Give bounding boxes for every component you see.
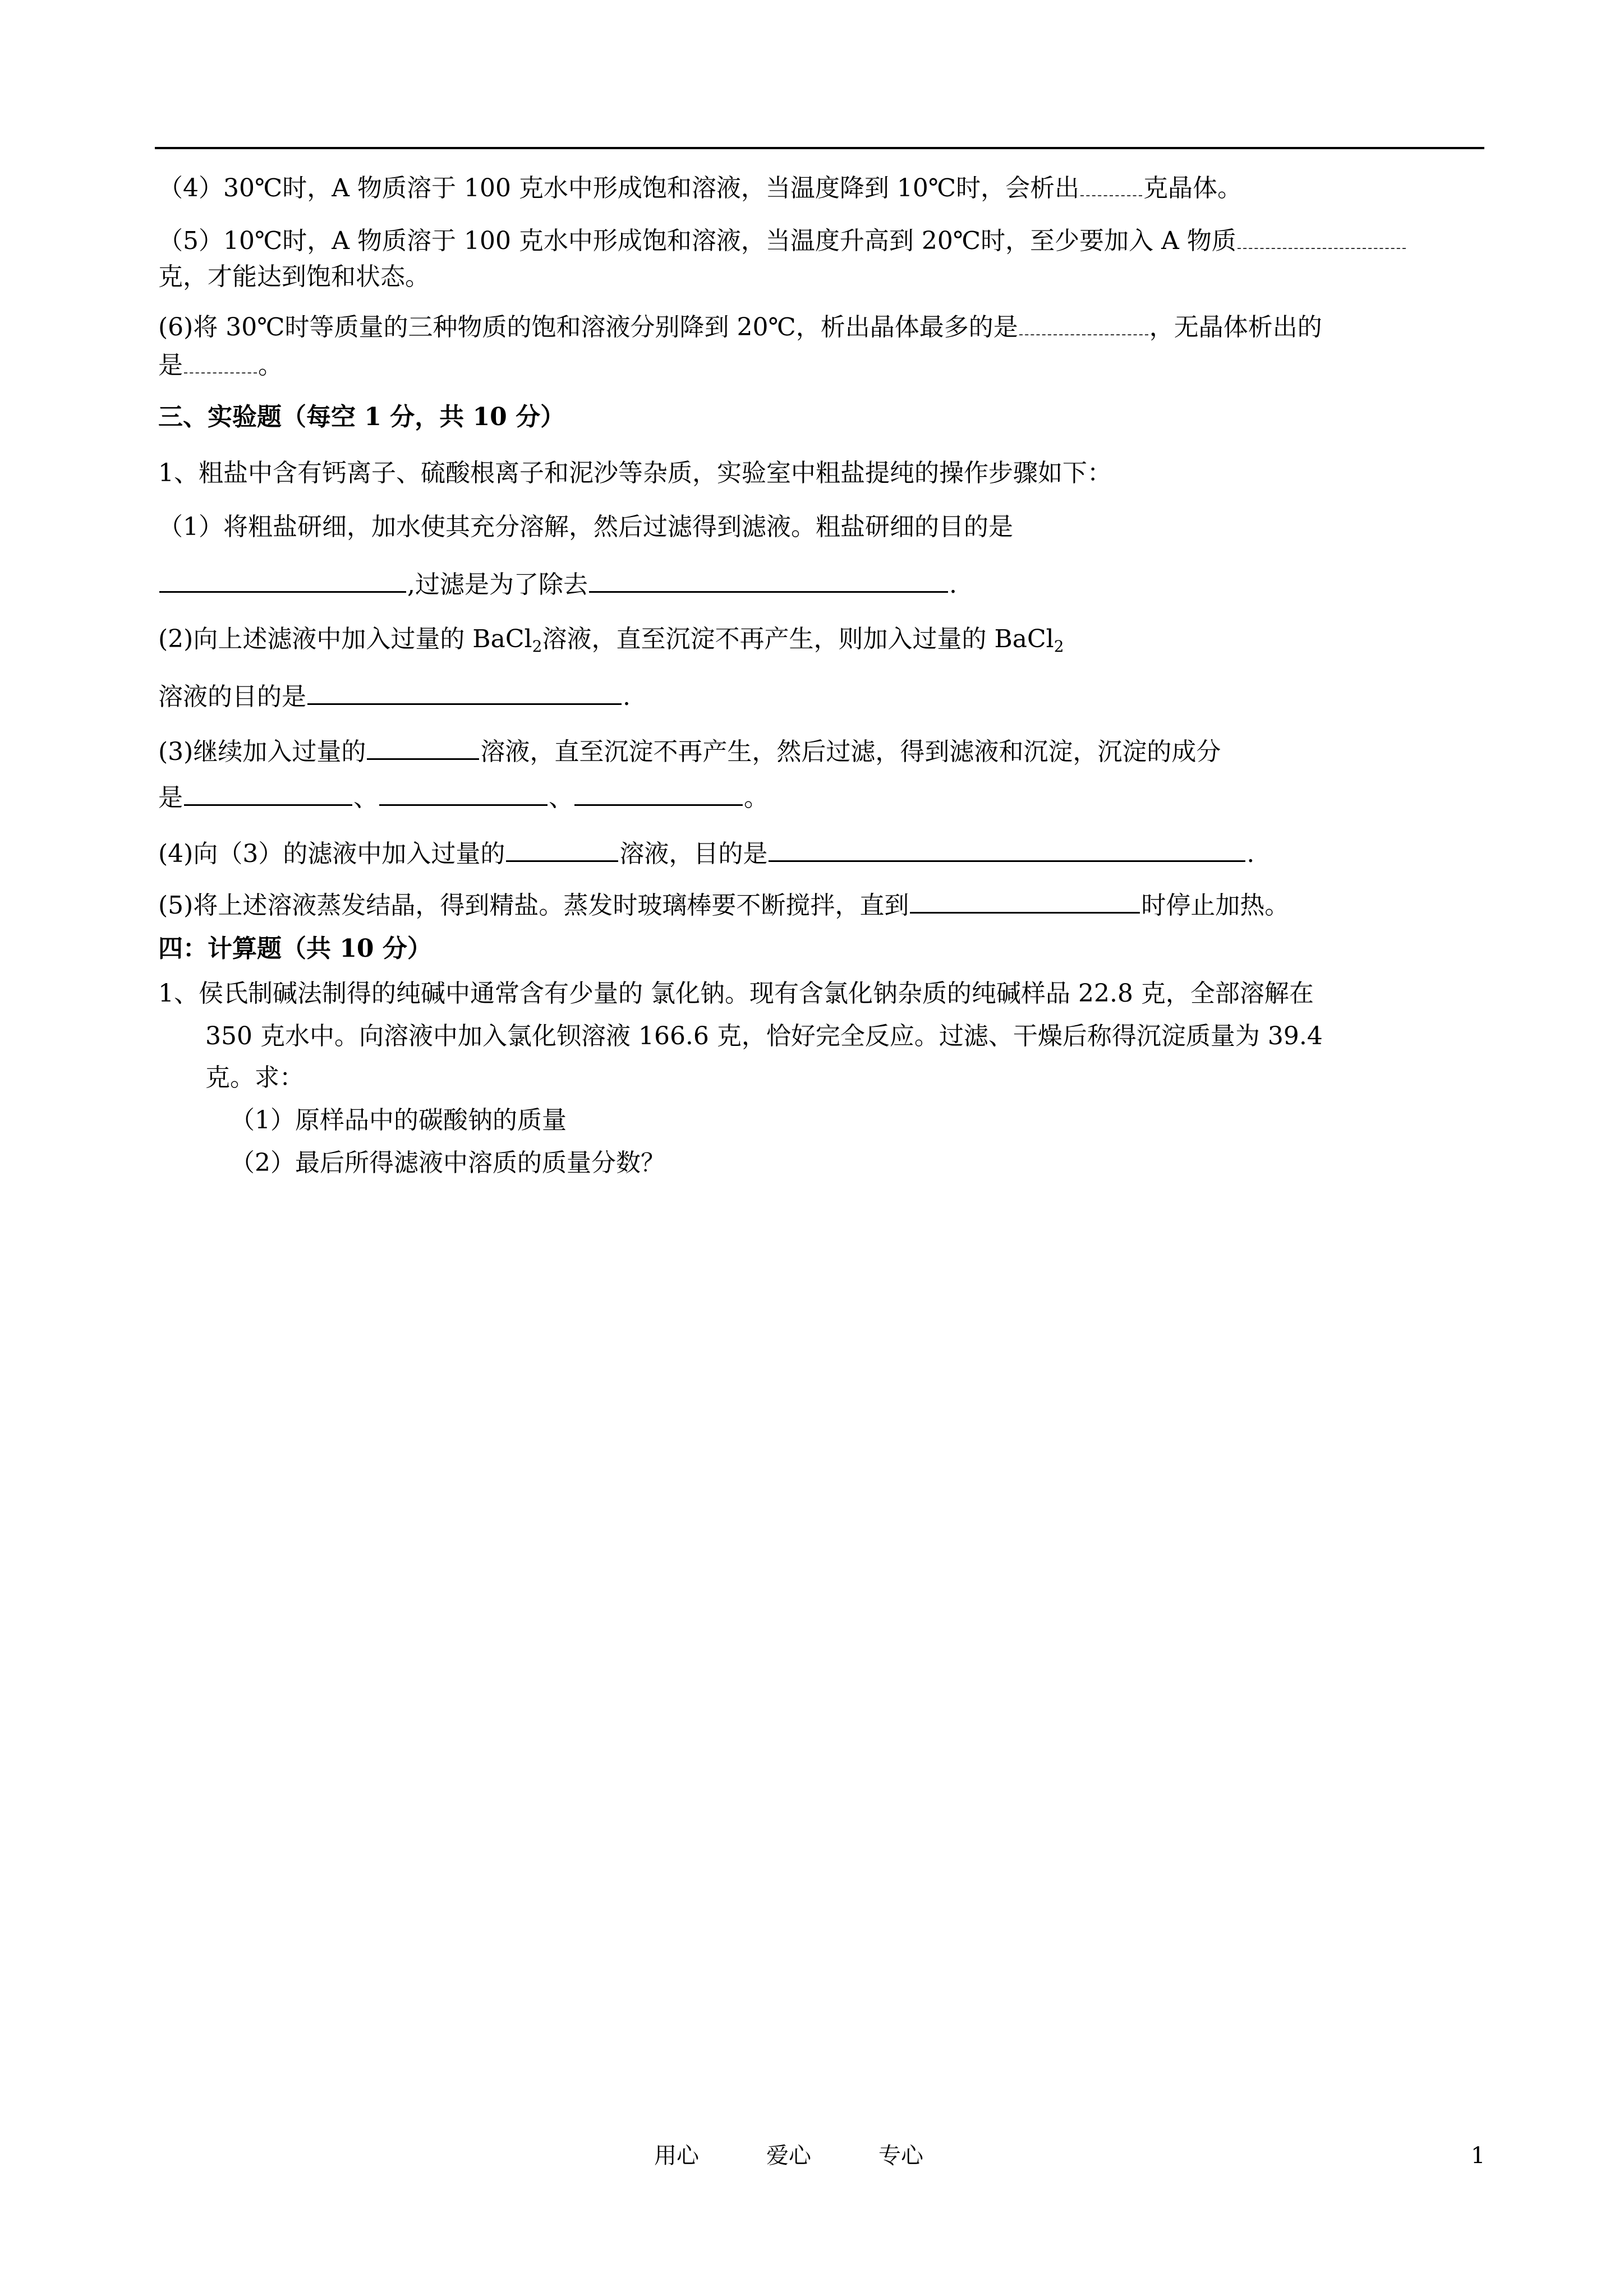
answer-blank[interactable] bbox=[1237, 223, 1406, 249]
experiment-1-step-2: (2)向上述滤液中加入过量的 BaCl$_2$溶液，直至沉淀不再产生，则加入过量的 BaCl$_2$ bbox=[158, 625, 1064, 656]
section-4-title: 四：计算题（共 10 分） bbox=[158, 934, 432, 963]
calc-1-line-1: 1、侯氏制碱法制得的纯碱中通常含有少量的 氯化钠。现有含氯化钠杂质的纯碱样品 22.8 克，全部溶解在 bbox=[158, 979, 1314, 1008]
footer-motto-1: 用心 bbox=[654, 2143, 699, 2169]
question-6-cont: 是 。 bbox=[158, 348, 283, 384]
question-6: (6)将 30℃时等质量的三种物质的饱和溶液分别降到 20℃，析出晶体最多的是 ，无晶体析出的 bbox=[158, 310, 1322, 345]
answer-blank[interactable] bbox=[307, 679, 622, 705]
page-number: 1 bbox=[1471, 2143, 1485, 2169]
calc-1-line-2: 350 克水中。向溶液中加入氯化钡溶液 166.6 克，恰好完全反应。过滤、干燥后称得沉淀质量为 39.4 bbox=[205, 1022, 1323, 1050]
experiment-1-step-4: (4)向（3）的滤液中加入过量的 溶液，目的是 . bbox=[158, 836, 1254, 872]
question-5: （5）10℃时，A 物质溶于 100 克水中形成饱和溶液，当温度升高到 20℃时，至少要加入 A 物质 bbox=[158, 223, 1407, 259]
calc-1-question-1: （1）原样品中的碳酸钠的质量 bbox=[230, 1106, 567, 1135]
footer-motto-2: 爱心 bbox=[766, 2143, 811, 2169]
header-rule bbox=[155, 147, 1484, 149]
answer-blank[interactable] bbox=[379, 780, 548, 806]
answer-blank[interactable] bbox=[506, 836, 618, 862]
experiment-1-step-1: （1）将粗盐研细，加水使其充分溶解，然后过滤得到滤液。粗盐研细的目的是 bbox=[158, 513, 1013, 541]
experiment-1-step-3: (3)继续加入过量的 溶液，直至沉淀不再产生，然后过滤，得到滤液和沉淀，沉淀的成分 bbox=[158, 734, 1221, 770]
answer-blank[interactable] bbox=[184, 348, 257, 374]
answer-blank[interactable] bbox=[769, 836, 1245, 862]
answer-blank[interactable] bbox=[1019, 310, 1148, 335]
footer-motto-3: 专心 bbox=[878, 2143, 923, 2169]
calc-1-question-2: （2）最后所得滤液中溶质的质量分数？ bbox=[230, 1149, 665, 1177]
answer-blank[interactable] bbox=[574, 780, 743, 806]
experiment-1-step-2-cont: 溶液的目的是 . bbox=[158, 679, 631, 715]
question-5-cont: 克，才能达到饱和状态。 bbox=[158, 262, 430, 291]
section-3-title: 三、实验题（每空 1 分，共 10 分） bbox=[158, 403, 565, 431]
answer-blank[interactable] bbox=[589, 566, 948, 593]
answer-blank[interactable] bbox=[367, 734, 479, 760]
experiment-1-intro: 1、粗盐中含有钙离子、硫酸根离子和泥沙等杂质，实验室中粗盐提纯的操作步骤如下： bbox=[158, 459, 1112, 487]
answer-blank[interactable] bbox=[1080, 170, 1142, 196]
answer-blank[interactable] bbox=[159, 566, 406, 593]
experiment-1-step-1-cont: ,过滤是为了除去 . bbox=[158, 566, 957, 603]
calc-1-line-3: 克。求： bbox=[205, 1063, 304, 1092]
question-4: （4）30℃时，A 物质溶于 100 克水中形成饱和溶液，当温度降到 10℃时，会析出 克晶体。 bbox=[158, 170, 1242, 206]
experiment-1-step-5: (5)将上述溶液蒸发结晶，得到精盐。蒸发时玻璃棒要不断搅拌，直到 时停止加热。 bbox=[158, 887, 1289, 924]
answer-blank[interactable] bbox=[910, 887, 1140, 914]
answer-blank[interactable] bbox=[184, 780, 352, 806]
experiment-1-step-3-cont: 是 、 、 。 bbox=[158, 780, 769, 816]
